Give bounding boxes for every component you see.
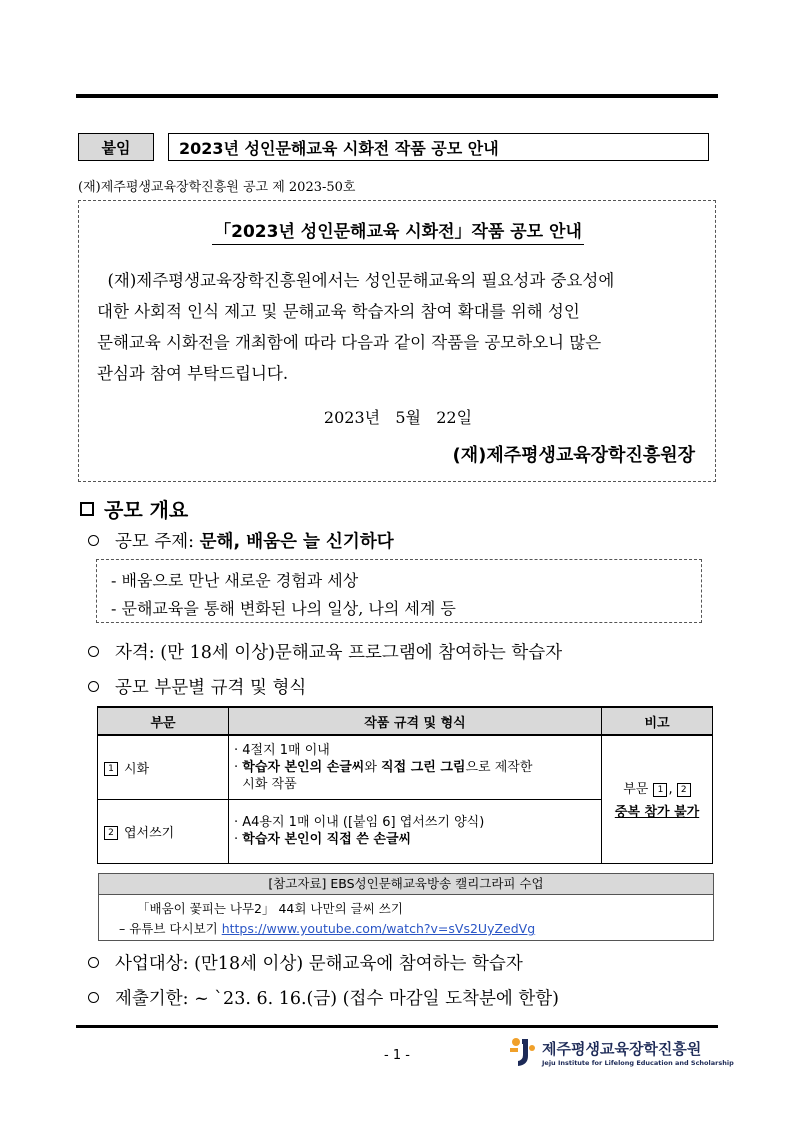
institute-logo [508, 1036, 734, 1068]
logo-subtitle: Jeju Institute for Lifelong Education and Scholarship [542, 1058, 734, 1067]
category-cell: 1 시화 [98, 735, 229, 799]
remark-cell: 부문 1 , 2 중복 참가 불가 [602, 735, 713, 863]
notice-date: 2023년 5월 22일 [323, 408, 473, 427]
bottom-rule [76, 1025, 718, 1028]
reference-link-line: – 유튜브 다시보기 https://www.youtube.com/watch?v=sVs2UyZedVg [119, 921, 536, 936]
doc-title: 2023년 성인문해교육 시화전 작품 공모 안내 [168, 133, 709, 161]
notice-number: (재)제주평생교육장학진흥원 공고 제 2023-50호 [78, 180, 356, 195]
topic-item: - 배움으로 만난 새로운 경험과 세상 [111, 571, 359, 590]
reference-title: [참고자료] EBS성인문해교육방송 캘리그라피 수업 [99, 874, 713, 895]
topic-item: - 문해교육을 통해 변화된 나의 일상, 나의 세계 등 [111, 599, 456, 618]
section-heading: 공모 개요 [80, 494, 188, 523]
topic-items-box [96, 559, 702, 623]
notice-signer: (재)제주평생교육장학진흥원장 [452, 445, 695, 466]
square-bullet-icon [80, 502, 94, 516]
circle-bullet-icon [88, 535, 99, 546]
col-header-spec: 작품 규격 및 형식 [229, 707, 602, 735]
target-line: 사업대상: (만18세 이상) 문해교육에 참여하는 학습자 [88, 950, 523, 975]
notice-body-line: 대한 사회적 인식 제고 및 문해교육 학습자의 참여 확대를 위해 성인 [97, 302, 580, 321]
notice-title: 「2023년 성인문해교육 시화전」작품 공모 안내 [79, 217, 717, 242]
attachment-label: 붙임 [78, 133, 154, 161]
spec-table [97, 706, 713, 864]
category-cell: 2 엽서쓰기 [98, 799, 229, 863]
notice-box [78, 200, 716, 482]
reference-box [98, 873, 714, 941]
notice-body-line: 관심과 참여 부탁드립니다. [97, 364, 289, 383]
circle-bullet-icon [88, 646, 99, 657]
circle-bullet-icon [88, 957, 99, 968]
table-row [98, 735, 713, 799]
reference-line: 「배움이 꽃피는 나무2」 44회 나만의 글씨 쓰기 [137, 901, 403, 916]
spec-cell: · A4용지 1매 이내 ([붙임 6] 엽서쓰기 양식) · 학습자 본인이 직접 쓴 손글씨 [229, 799, 602, 863]
logo-mark-icon [508, 1036, 536, 1068]
circle-bullet-icon [88, 681, 99, 692]
spec-cell: · 4절지 1매 이내 · 학습자 본인의 손글씨와 직접 그린 그림으로 제작한 시화 작품 [229, 735, 602, 799]
spec-heading-line: 공모 부문별 규격 및 형식 [88, 674, 306, 699]
notice-body-line: 문해교육 시화전을 개최함에 따라 다음과 같이 작품을 공모하오니 많은 [97, 333, 602, 352]
eligibility-line: 자격: (만 18세 이상)문해교육 프로그램에 참여하는 학습자 [88, 639, 562, 664]
col-header-remark: 비고 [602, 707, 713, 735]
deadline-line: 제출기한: ~ `23. 6. 16.(금) (접수 마감일 도착분에 한함) [88, 985, 559, 1010]
topic-line: 공모 주제: 문해, 배움은 늘 신기하다 [88, 528, 394, 553]
page-number: - 1 - [384, 1048, 410, 1063]
logo-name: 제주평생교육장학진흥원 [542, 1039, 702, 1058]
youtube-link[interactable]: https://www.youtube.com/watch?v=sVs2UyZedVg [221, 921, 536, 936]
notice-body [97, 265, 701, 389]
notice-body-line: (재)제주평생교육장학진흥원에서는 성인문해교육의 필요성과 중요성에 [97, 271, 615, 290]
col-header-category: 부문 [98, 707, 229, 735]
circle-bullet-icon [88, 992, 99, 1003]
top-rule [76, 94, 718, 98]
